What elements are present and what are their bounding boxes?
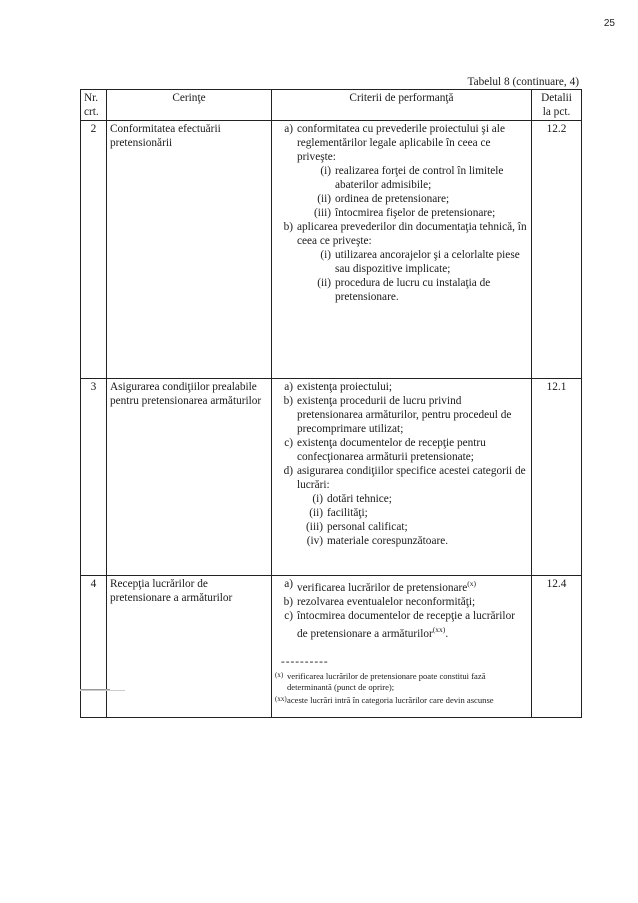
- sub-marker: (i): [312, 493, 323, 505]
- sub-text: întocmirea fişelor de pretensionare;: [335, 207, 496, 219]
- sub-item: [297, 534, 528, 548]
- footnote-symbol: (xx): [275, 694, 287, 703]
- row-detalii: 12.1: [532, 379, 582, 576]
- criterion-marker: a): [284, 578, 293, 590]
- sub-marker: (iii): [314, 207, 331, 219]
- criterion-marker: d): [283, 465, 293, 477]
- row-criterii: [272, 379, 532, 576]
- header-cerinte: Cerinţe: [107, 90, 272, 121]
- row-nr: 3: [81, 379, 107, 576]
- table-header-row: [81, 90, 582, 121]
- sub-item: [297, 520, 528, 534]
- row-nr: 2: [81, 121, 107, 379]
- header-detalii-line: la pct.: [542, 106, 571, 118]
- sub-item: [297, 506, 528, 520]
- criterion-text: [297, 609, 528, 641]
- footnote-text: verificarea lucrărilor de pretensionare poate constitui fază determinantă (punct de oprire);: [287, 670, 486, 692]
- sub-marker: (ii): [309, 507, 323, 519]
- criterion-item: [275, 436, 528, 464]
- footnote: [275, 671, 528, 693]
- criterion-text: existenţa procedurii de lucru privind pretensionarea armăturilor, pentru procedeul de precomprimare utilizat;: [297, 395, 512, 435]
- criterion-text-end: .: [445, 627, 449, 640]
- criterion-item: [275, 464, 528, 492]
- sub-item: [305, 206, 528, 220]
- criterion-item: [275, 609, 528, 641]
- criterion-text: existenţa proiectului;: [297, 381, 393, 393]
- row-nr: 4: [81, 576, 107, 718]
- criterion-marker: a): [284, 123, 293, 135]
- sub-list: [305, 164, 528, 220]
- sub-item: [297, 492, 528, 506]
- criterion-item: [275, 595, 528, 609]
- criterion-item: [275, 577, 528, 595]
- row-cerinta: Recepţia lucrărilor de pretensionare a armăturilor: [107, 576, 272, 718]
- criterion-marker: b): [283, 221, 293, 233]
- footnote-separator: ----------: [281, 655, 329, 668]
- criterion-item: [275, 380, 528, 394]
- table-row: [81, 576, 582, 718]
- requirements-table: [80, 89, 582, 718]
- table-caption: Tabelul 8 (continuare, 4): [467, 76, 579, 88]
- criterion-text-body: întocmirea documentelor de recepţie a lucrărilor de pretensionare a armăturilor: [297, 609, 515, 640]
- criterion-text: asigurarea condiţiilor specifice acestei categorii de lucrări:: [297, 465, 526, 491]
- sub-marker: (iv): [306, 535, 323, 547]
- criterion-text: [297, 577, 528, 595]
- footnote-ref: (xx): [432, 624, 446, 634]
- sub-item: [305, 248, 528, 276]
- sub-marker: (i): [320, 249, 331, 261]
- header-nr-line: Nr.: [84, 92, 99, 104]
- criterion-marker: c): [284, 437, 293, 449]
- criterion-marker: b): [283, 595, 293, 608]
- row-detalii: 12.4: [532, 576, 582, 718]
- row-cerinta: Asigurarea condiţiilor prealabile pentru pretensionarea armăturilor: [107, 379, 272, 576]
- criterion-text: existenţa documentelor de recepţie pentru confecţionarea armăturii pretensionate;: [297, 437, 486, 463]
- criterion-marker: b): [283, 395, 293, 407]
- header-criterii: Criterii de performanţă: [272, 90, 532, 121]
- page-number: 25: [603, 18, 615, 29]
- footnote-symbol: (x): [275, 670, 284, 679]
- sub-item: [305, 192, 528, 206]
- sub-marker: (ii): [317, 277, 331, 289]
- row-criterii: [272, 576, 532, 718]
- footnote: [275, 695, 528, 706]
- sub-marker: (iii): [306, 521, 323, 533]
- header-nr-line: crt.: [84, 106, 99, 118]
- criterion-text-body: verificarea lucrărilor de pretensionare: [297, 581, 468, 594]
- header-detalii-line: Detalii: [541, 92, 572, 104]
- criterion-text: aplicarea prevederilor din documentaţia tehnică, în ceea ce priveşte:: [297, 221, 527, 247]
- criterion-item: [275, 220, 528, 248]
- criterion-marker: c): [284, 609, 293, 622]
- sub-text: ordinea de pretensionare;: [335, 193, 450, 205]
- sub-marker: (i): [320, 165, 331, 177]
- sub-list: [305, 248, 528, 304]
- criterion-text: conformitatea cu prevederile proiectului şi ale reglementărilor legale aplicabile în ceea ce priveşte:: [297, 123, 505, 163]
- sub-list: [297, 492, 528, 548]
- row-cerinta: Conformitatea efectuării pretensionării: [107, 121, 272, 379]
- sub-item: [305, 164, 528, 192]
- sub-marker: (ii): [317, 193, 331, 205]
- sub-text: realizarea forţei de control în limitele abaterilor admisibile;: [335, 165, 504, 191]
- criterion-text: rezolvarea eventualelor neconformităţi;: [297, 595, 476, 608]
- sub-text: utilizarea ancorajelor şi a celorlalte piese sau dispozitive implicate;: [335, 249, 520, 275]
- criterion-item: [275, 122, 528, 164]
- sub-text: personal calificat;: [327, 521, 408, 533]
- criterion-item: [275, 394, 528, 436]
- criterion-marker: a): [284, 381, 293, 393]
- sub-item: [305, 276, 528, 304]
- row-detalii: 12.2: [532, 121, 582, 379]
- row-criterii: [272, 121, 532, 379]
- table-row: [81, 379, 582, 576]
- scan-edge-mark: [80, 690, 125, 691]
- footnote-text: aceste lucrări intră în categoria lucrărilor care devin ascunse: [287, 694, 494, 705]
- header-nr: [81, 90, 107, 121]
- sub-text: materiale corespunzătoare.: [327, 535, 449, 547]
- sub-text: procedura de lucru cu instalaţia de pretensionare.: [335, 277, 491, 303]
- sub-text: dotări tehnice;: [327, 493, 392, 505]
- footnote-ref: (x): [467, 579, 477, 588]
- table-row: [81, 121, 582, 379]
- sub-text: facilităţi;: [327, 507, 368, 519]
- header-detalii: [532, 90, 582, 121]
